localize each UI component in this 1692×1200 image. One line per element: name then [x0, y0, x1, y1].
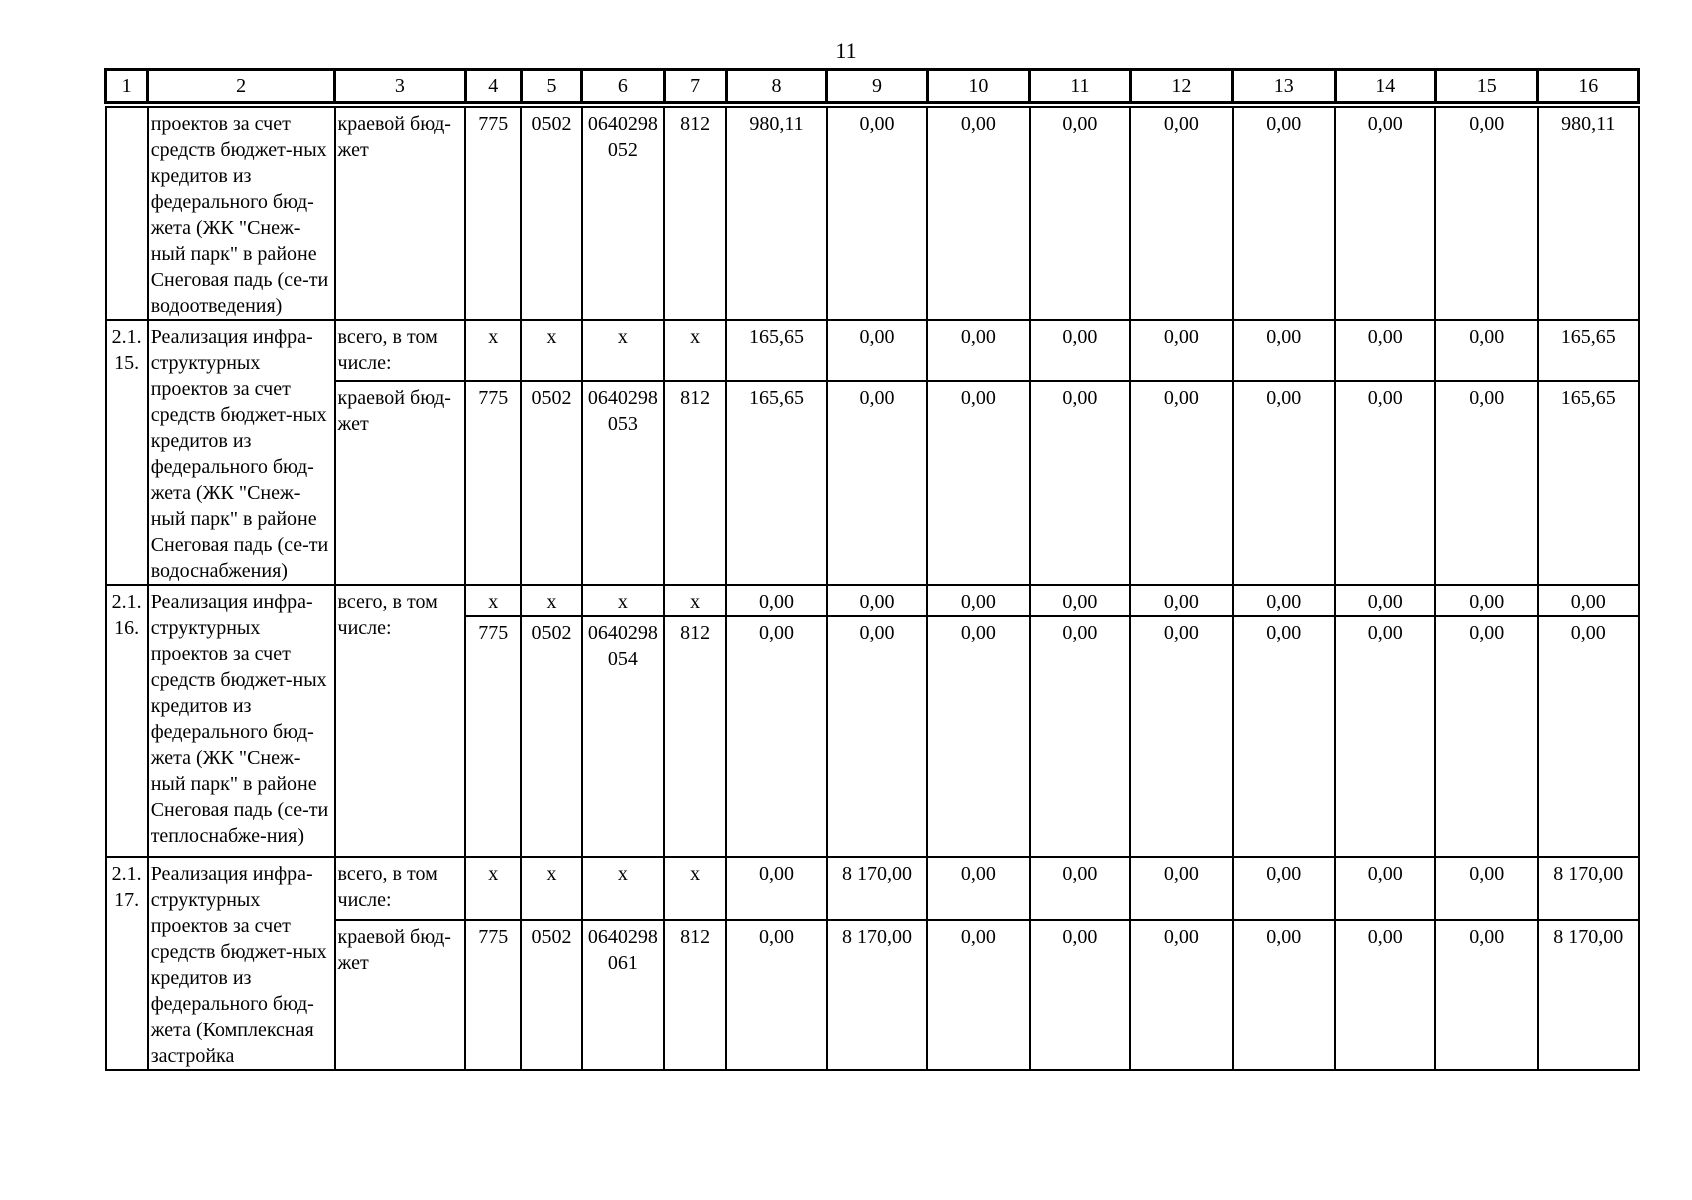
- column-header: 7: [664, 70, 726, 103]
- cell-col-4: х: [465, 857, 521, 920]
- cell-col-11: 0,00: [1030, 616, 1130, 857]
- cell-col-13: 0,00: [1233, 616, 1335, 857]
- table-row: [106, 107, 1639, 320]
- cell-col-13: 0,00: [1233, 585, 1335, 616]
- cell-col-9: 0,00: [827, 616, 927, 857]
- cell-col-11: 0,00: [1030, 381, 1130, 585]
- cell-col-15: 0,00: [1435, 616, 1537, 857]
- cell-col-13: 0,00: [1233, 857, 1335, 920]
- cell-col-16: 0,00: [1538, 616, 1639, 857]
- cell-col-11: 0,00: [1030, 107, 1130, 320]
- cell-col-7: 812: [664, 920, 726, 1070]
- row-name-cell: Реализация инфра-структурных проектов за счет средств бюджет-ных кредитов из федерального бюд-жета (ЖК "Снеж-ный парк" в районе Снеговая падь (се-ти водоснабжения): [148, 320, 335, 585]
- cell-col-9: 8 170,00: [827, 920, 927, 1070]
- cell-col-12: 0,00: [1130, 857, 1232, 920]
- row-index-cell: [106, 107, 148, 320]
- cell-col-9: 0,00: [827, 381, 927, 585]
- cell-col-10: 0,00: [927, 585, 1029, 616]
- column-header: 3: [335, 70, 466, 103]
- table-row: [106, 381, 1639, 585]
- cell-col-10: 0,00: [927, 920, 1029, 1070]
- cell-col-7: 812: [664, 107, 726, 320]
- cell-col-8: 0,00: [726, 616, 826, 857]
- cell-col-10: 0,00: [927, 381, 1029, 585]
- cell-col-9: 0,00: [827, 320, 927, 381]
- cell-col-7: 812: [664, 381, 726, 585]
- cell-col-9: 0,00: [827, 107, 927, 320]
- column-header: 13: [1233, 70, 1335, 103]
- row-index-cell: 2.1. 15.: [106, 320, 148, 585]
- cell-col-9: 0,00: [827, 585, 927, 616]
- cell-col-7: х: [664, 585, 726, 616]
- column-header: 6: [582, 70, 664, 103]
- cell-col-14: 0,00: [1335, 585, 1435, 616]
- cell-col-10: 0,00: [927, 857, 1029, 920]
- column-header: 11: [1030, 70, 1130, 103]
- cell-col-4: 775: [465, 107, 521, 320]
- table-row: [106, 320, 1639, 381]
- cell-col-8: 165,65: [726, 320, 826, 381]
- cell-col-14: 0,00: [1335, 616, 1435, 857]
- header-row: [106, 70, 1639, 103]
- table-row: [106, 920, 1639, 1070]
- cell-col-8: 980,11: [726, 107, 826, 320]
- cell-col-16: 980,11: [1538, 107, 1639, 320]
- cell-col-8: 165,65: [726, 381, 826, 585]
- cell-col-13: 0,00: [1233, 381, 1335, 585]
- cell-col-11: 0,00: [1030, 920, 1130, 1070]
- cell-col-16: 8 170,00: [1538, 920, 1639, 1070]
- cell-col-9: 8 170,00: [827, 857, 927, 920]
- column-header: 5: [521, 70, 581, 103]
- cell-col-7: х: [664, 320, 726, 381]
- cell-col-13: 0,00: [1233, 920, 1335, 1070]
- cell-col-16: 8 170,00: [1538, 857, 1639, 920]
- cell-col-8: 0,00: [726, 920, 826, 1070]
- row-index-cell: 2.1. 16.: [106, 585, 148, 857]
- cell-col-7: 812: [664, 616, 726, 857]
- cell-col-5: х: [521, 585, 581, 616]
- funding-source-cell: всего, в том числе:: [335, 320, 466, 381]
- cell-col-12: 0,00: [1130, 920, 1232, 1070]
- cell-col-6: 0640298 054: [582, 616, 664, 857]
- row-name-cell: Реализация инфра-структурных проектов за счет средств бюджет-ных кредитов из федерального бюд-жета (ЖК "Снеж-ный парк" в районе Снеговая падь (се-ти теплоснабже-ния): [148, 585, 335, 857]
- cell-col-15: 0,00: [1435, 920, 1537, 1070]
- cell-col-12: 0,00: [1130, 320, 1232, 381]
- column-header: 15: [1435, 70, 1537, 103]
- cell-col-13: 0,00: [1233, 320, 1335, 381]
- cell-col-11: 0,00: [1030, 320, 1130, 381]
- funding-source-cell: всего, в том числе:: [335, 585, 466, 857]
- cell-col-5: 0502: [521, 107, 581, 320]
- row-name-cell: Реализация инфра-структурных проектов за счет средств бюджет-ных кредитов из федерального бюд-жета (Комплексная застройка: [148, 857, 335, 1070]
- cell-col-15: 0,00: [1435, 107, 1537, 320]
- cell-col-10: 0,00: [927, 616, 1029, 857]
- cell-col-16: 0,00: [1538, 585, 1639, 616]
- cell-col-14: 0,00: [1335, 920, 1435, 1070]
- cell-col-14: 0,00: [1335, 857, 1435, 920]
- page-number: 11: [835, 38, 857, 63]
- cell-col-5: 0502: [521, 616, 581, 857]
- cell-col-4: 775: [465, 616, 521, 857]
- cell-col-12: 0,00: [1130, 585, 1232, 616]
- cell-col-10: 0,00: [927, 107, 1029, 320]
- cell-col-11: 0,00: [1030, 585, 1130, 616]
- funding-source-cell: всего, в том числе:: [335, 857, 466, 920]
- cell-col-5: х: [521, 320, 581, 381]
- cell-col-8: 0,00: [726, 857, 826, 920]
- cell-col-16: 165,65: [1538, 320, 1639, 381]
- cell-col-6: 0640298 053: [582, 381, 664, 585]
- cell-col-7: х: [664, 857, 726, 920]
- funding-source-cell: краевой бюд-жет: [335, 381, 466, 585]
- funding-source-cell: краевой бюд-жет: [335, 107, 466, 320]
- cell-col-15: 0,00: [1435, 381, 1537, 585]
- row-name-cell: проектов за счет средств бюджет-ных кредитов из федерального бюд-жета (ЖК "Снеж-ный парк" в районе Снеговая падь (се-ти водоотведения): [148, 107, 335, 320]
- cell-col-14: 0,00: [1335, 107, 1435, 320]
- cell-col-8: 0,00: [726, 585, 826, 616]
- row-index-cell: 2.1. 17.: [106, 857, 148, 1070]
- cell-col-6: х: [582, 585, 664, 616]
- cell-col-14: 0,00: [1335, 320, 1435, 381]
- cell-col-5: 0502: [521, 381, 581, 585]
- cell-col-5: 0502: [521, 920, 581, 1070]
- cell-col-10: 0,00: [927, 320, 1029, 381]
- column-header: 4: [465, 70, 521, 103]
- cell-col-15: 0,00: [1435, 320, 1537, 381]
- column-header: 12: [1130, 70, 1232, 103]
- cell-col-4: х: [465, 585, 521, 616]
- cell-col-12: 0,00: [1130, 381, 1232, 585]
- column-header: 1: [106, 70, 148, 103]
- column-header: 2: [148, 70, 335, 103]
- cell-col-5: х: [521, 857, 581, 920]
- table-row: [106, 857, 1639, 920]
- cell-col-14: 0,00: [1335, 381, 1435, 585]
- cell-col-4: 775: [465, 920, 521, 1070]
- cell-col-11: 0,00: [1030, 857, 1130, 920]
- column-header: 14: [1335, 70, 1435, 103]
- column-header: 16: [1538, 70, 1639, 103]
- cell-col-6: 0640298 061: [582, 920, 664, 1070]
- cell-col-12: 0,00: [1130, 107, 1232, 320]
- cell-col-6: х: [582, 320, 664, 381]
- cell-col-15: 0,00: [1435, 857, 1537, 920]
- column-header: 9: [827, 70, 927, 103]
- cell-col-15: 0,00: [1435, 585, 1537, 616]
- column-header: 10: [927, 70, 1029, 103]
- column-header: 8: [726, 70, 826, 103]
- cell-col-12: 0,00: [1130, 616, 1232, 857]
- funding-source-cell: краевой бюд-жет: [335, 920, 466, 1070]
- cell-col-4: х: [465, 320, 521, 381]
- budget-table: [104, 68, 1640, 1071]
- cell-col-13: 0,00: [1233, 107, 1335, 320]
- table-row: [106, 585, 1639, 616]
- cell-col-16: 165,65: [1538, 381, 1639, 585]
- cell-col-4: 775: [465, 381, 521, 585]
- cell-col-6: х: [582, 857, 664, 920]
- cell-col-6: 0640298 052: [582, 107, 664, 320]
